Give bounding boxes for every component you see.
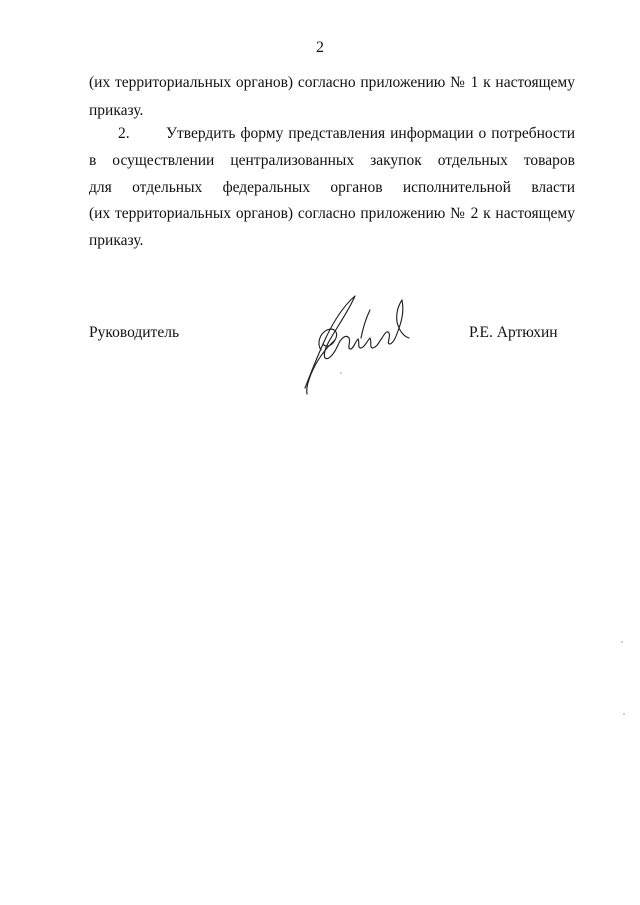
signer-role: Руководитель bbox=[89, 324, 180, 341]
paragraph-1-line-1: (их территориальных органов) согласно приложению № 1 к настоящему bbox=[89, 74, 575, 91]
signer-name: Р.Е. Артюхин bbox=[469, 324, 558, 341]
item-2-line-3: для отдельных федеральных органов исполнительной власти bbox=[89, 179, 575, 196]
item-2-number: 2. bbox=[118, 125, 130, 142]
scan-speck bbox=[340, 372, 342, 374]
page-number: 2 bbox=[316, 39, 324, 56]
handwritten-signature bbox=[295, 288, 415, 398]
item-2-line-5: приказу. bbox=[89, 232, 144, 249]
item-2-line-4: (их территориальных органов) согласно приложению № 2 к настоящему bbox=[89, 205, 575, 222]
item-2-line-2: в осуществлении централизованных закупок отдельных товаров bbox=[89, 152, 575, 169]
scan-speck bbox=[623, 713, 625, 715]
scan-speck bbox=[621, 641, 623, 643]
paragraph-1-line-2: приказу. bbox=[89, 102, 144, 119]
item-2-line-1: Утвердить форму представления информации о потребности bbox=[166, 125, 575, 142]
